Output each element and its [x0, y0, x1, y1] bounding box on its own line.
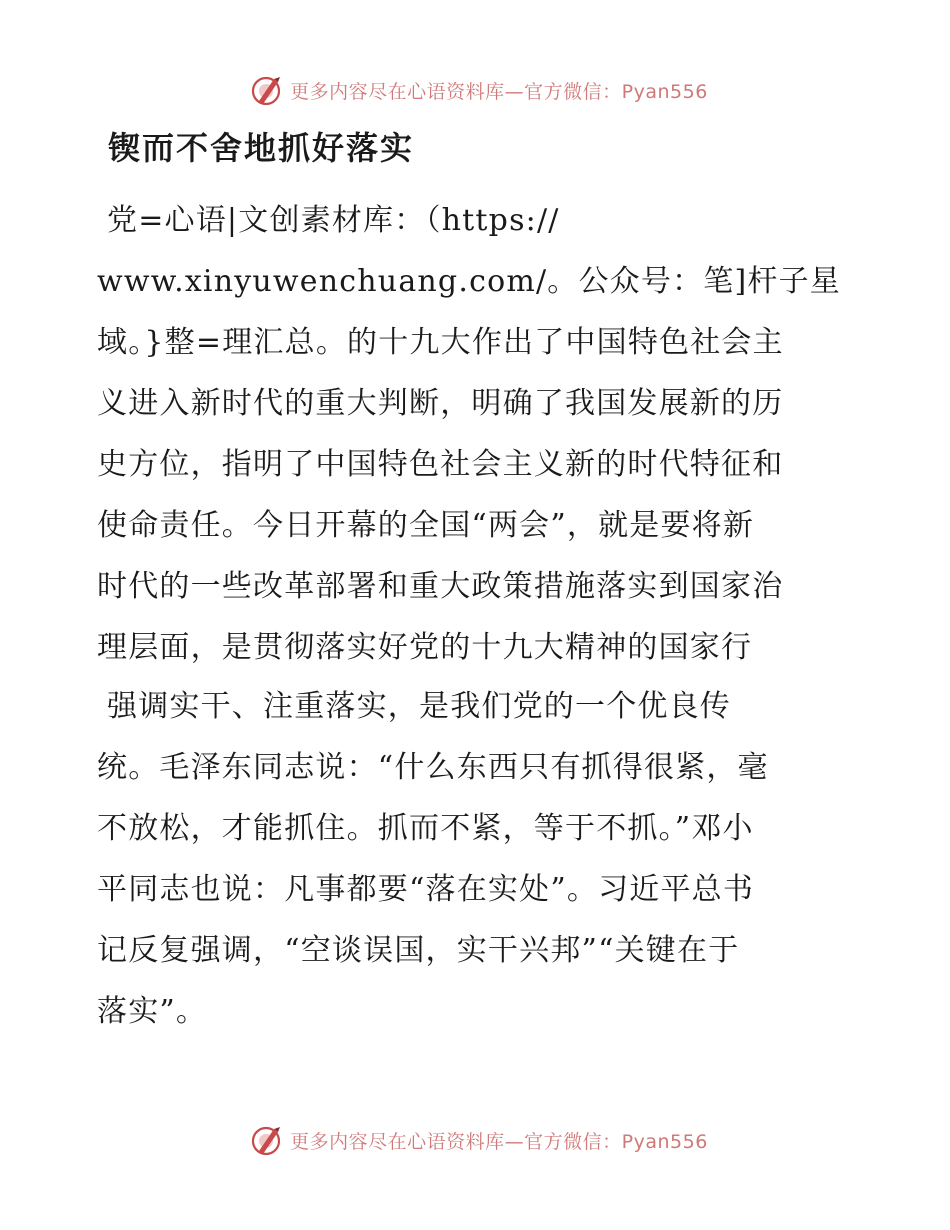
paragraph-line: 记反复强调，“空谈误国，实干兴邦”“关键在于: [97, 933, 740, 968]
paragraph-line: 理层面，是贯彻落实好党的十九大精神的国家行: [97, 630, 753, 665]
header-banner-text: 更多内容尽在心语资料库—官方微信：Pyan556: [290, 80, 708, 103]
paragraph-line: 党=心语|文创素材库：（https://: [107, 203, 560, 238]
paragraph-line: 义进入新时代的重大判断，明确了我国发展新的历: [97, 386, 784, 421]
paragraph-line: 落实”。: [97, 994, 208, 1029]
paragraph-1: [97, 190, 857, 678]
pen-logo-icon: [250, 73, 284, 107]
paragraph-line: 史方位，指明了中国特色社会主义新的时代特征和: [97, 447, 784, 482]
paragraph-line: www.xinyuwenchuang.com/。公众号：笔]杆子星: [97, 264, 841, 299]
paragraph-line: 平同志也说：凡事都要“落在实处”。习近平总书: [97, 872, 755, 907]
footer-banner-text: 更多内容尽在心语资料库—官方微信：Pyan556: [290, 1130, 708, 1153]
header-banner: [0, 70, 950, 110]
paragraph-line: 统。毛泽东同志说：“什么东西只有抓得很紧，毫: [97, 750, 769, 785]
footer-banner: [0, 1120, 950, 1160]
paragraph-line: 强调实干、注重落实，是我们党的一个优良传: [107, 689, 731, 724]
paragraph-line: 使命责任。今日开幕的全国“两会”，就是要将新: [97, 508, 755, 543]
paragraph-line: 域。}整=理汇总。的十九大作出了中国特色社会主: [97, 325, 784, 360]
paragraph-line: 时代的一些改革部署和重大政策措施落实到国家治: [97, 569, 784, 604]
paragraph-line: 不放松，才能抓住。抓而不紧，等于不抓。”邓小: [97, 811, 754, 846]
page-title: 锲而不舍地抓好落实: [108, 129, 415, 167]
paragraph-2: [97, 676, 857, 1042]
pen-logo-icon: [250, 1123, 284, 1157]
